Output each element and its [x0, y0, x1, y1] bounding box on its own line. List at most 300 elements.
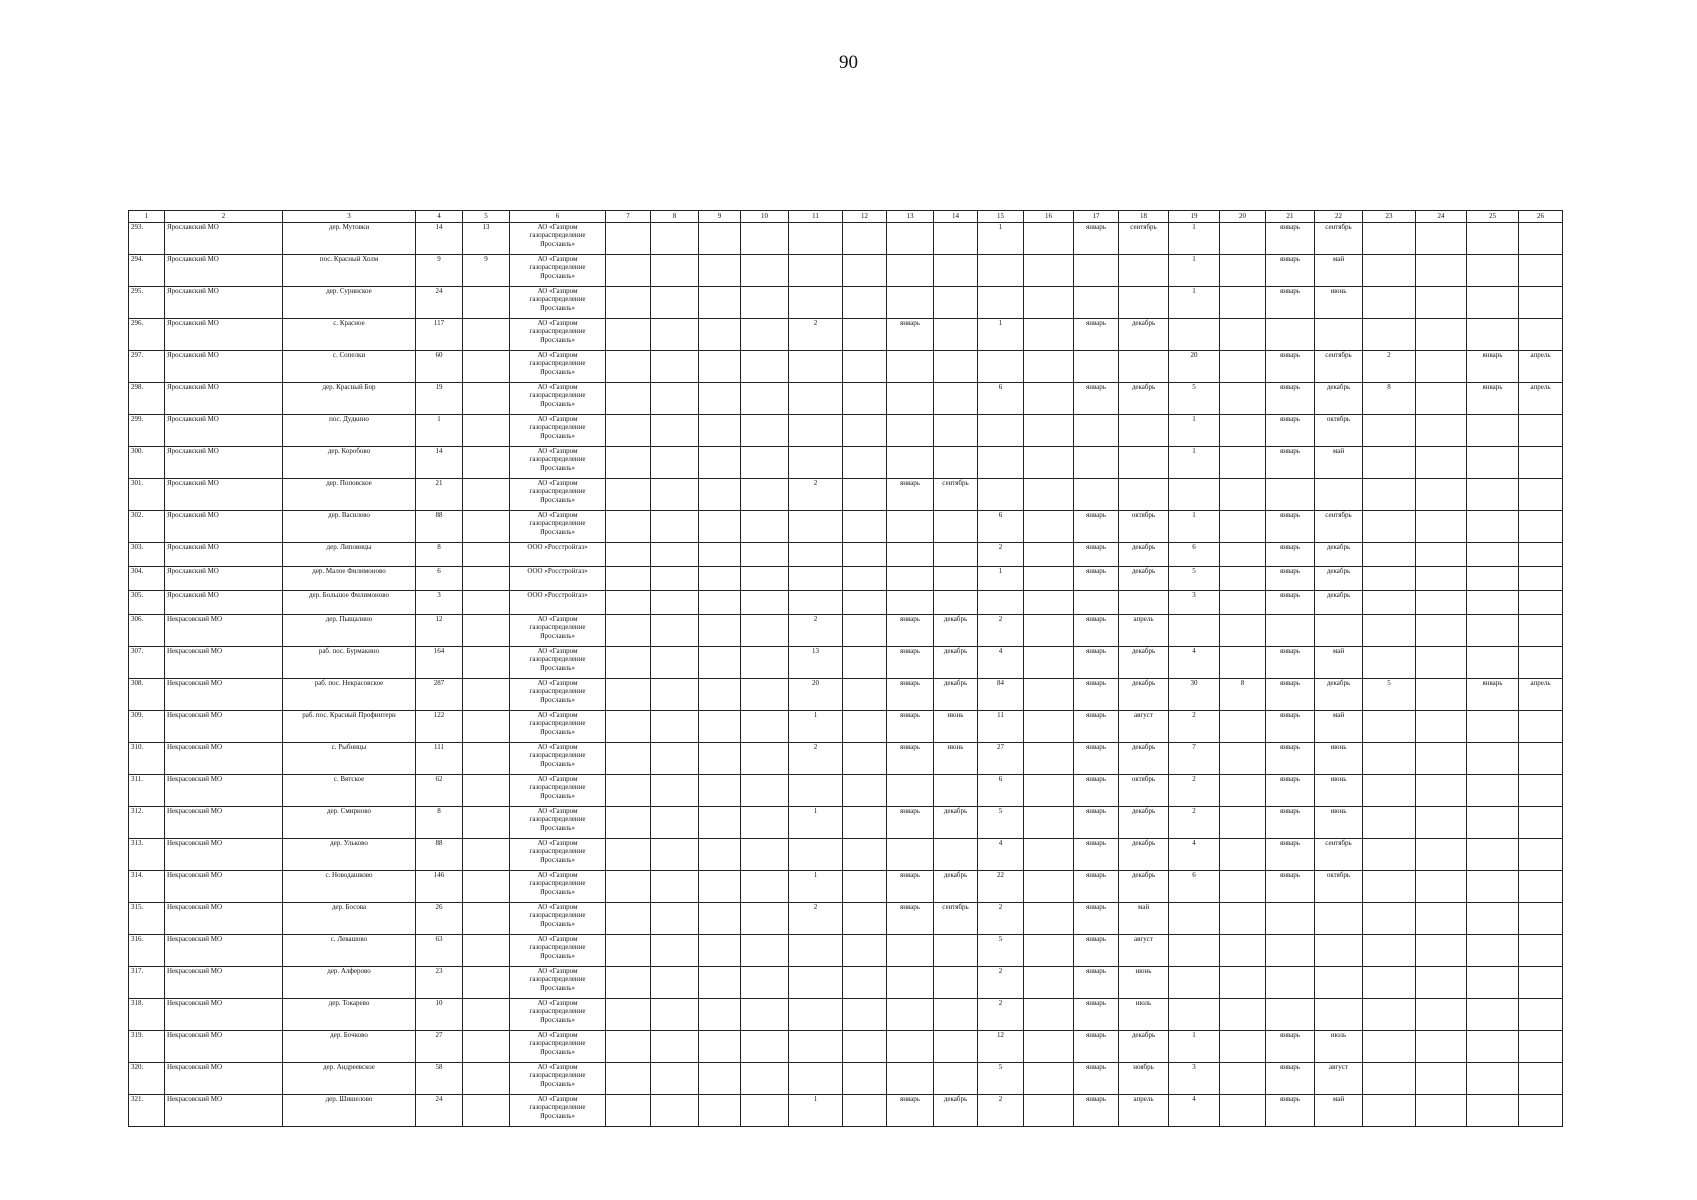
cell-col-24 — [1416, 383, 1467, 415]
cell-col-6: ООО «Росстройгаз» — [510, 591, 606, 615]
cell-col-26 — [1519, 743, 1563, 775]
cell-col-16 — [1024, 647, 1074, 679]
cell-col-10 — [741, 711, 789, 743]
cell-col-20 — [1220, 351, 1266, 383]
cell-col-19: 4 — [1169, 839, 1220, 871]
cell-col-7 — [606, 615, 651, 647]
cell-col-15 — [978, 255, 1024, 287]
cell-col-10 — [741, 1095, 789, 1127]
cell-col-18 — [1119, 287, 1169, 319]
cell-col-8 — [651, 839, 699, 871]
cell-col-18: декабрь — [1119, 839, 1169, 871]
cell-col-23 — [1363, 1095, 1416, 1127]
cell-col-7 — [606, 383, 651, 415]
cell-col-21: январь — [1266, 543, 1315, 567]
cell-col-20 — [1220, 591, 1266, 615]
table-row — [129, 511, 1563, 543]
cell-col-15 — [978, 415, 1024, 447]
table-row — [129, 807, 1563, 839]
column-number-11: 11 — [789, 211, 843, 223]
cell-col-2: Ярославский МО — [165, 255, 283, 287]
cell-col-25 — [1467, 647, 1519, 679]
cell-col-6: АО «Газпром газораспределение Ярославль» — [510, 383, 606, 415]
cell-col-7 — [606, 871, 651, 903]
cell-col-4: 146 — [416, 871, 463, 903]
cell-col-11 — [789, 935, 843, 967]
cell-col-23 — [1363, 591, 1416, 615]
cell-col-8 — [651, 1031, 699, 1063]
cell-col-1: 309. — [129, 711, 165, 743]
cell-col-15: 11 — [978, 711, 1024, 743]
cell-col-14: декабрь — [934, 679, 978, 711]
cell-col-25 — [1467, 479, 1519, 511]
cell-col-2: Ярославский МО — [165, 447, 283, 479]
cell-col-12 — [843, 775, 887, 807]
cell-col-24 — [1416, 567, 1467, 591]
cell-col-1: 319. — [129, 1031, 165, 1063]
cell-col-15: 1 — [978, 223, 1024, 255]
cell-col-22: июнь — [1315, 743, 1363, 775]
cell-col-17: январь — [1074, 383, 1119, 415]
cell-col-25 — [1467, 967, 1519, 999]
cell-col-17: январь — [1074, 567, 1119, 591]
cell-col-10 — [741, 807, 789, 839]
cell-col-10 — [741, 223, 789, 255]
cell-col-11 — [789, 999, 843, 1031]
cell-col-19: 2 — [1169, 711, 1220, 743]
cell-col-17: январь — [1074, 223, 1119, 255]
cell-col-19: 1 — [1169, 287, 1220, 319]
cell-col-11 — [789, 255, 843, 287]
cell-col-21: январь — [1266, 807, 1315, 839]
cell-col-25 — [1467, 511, 1519, 543]
cell-col-26 — [1519, 255, 1563, 287]
table-row — [129, 647, 1563, 679]
cell-col-19: 4 — [1169, 647, 1220, 679]
cell-col-7 — [606, 543, 651, 567]
cell-col-22: июнь — [1315, 287, 1363, 319]
cell-col-12 — [843, 967, 887, 999]
table-row — [129, 415, 1563, 447]
column-number-24: 24 — [1416, 211, 1467, 223]
cell-col-22: сентябрь — [1315, 839, 1363, 871]
cell-col-15: 6 — [978, 383, 1024, 415]
cell-col-22: май — [1315, 255, 1363, 287]
cell-col-12 — [843, 999, 887, 1031]
cell-col-9 — [699, 807, 741, 839]
cell-col-21: январь — [1266, 871, 1315, 903]
cell-col-14 — [934, 383, 978, 415]
cell-col-12 — [843, 415, 887, 447]
cell-col-2: Некрасовский МО — [165, 679, 283, 711]
cell-col-19: 4 — [1169, 1095, 1220, 1127]
cell-col-16 — [1024, 871, 1074, 903]
cell-col-13 — [887, 447, 934, 479]
cell-col-11 — [789, 1063, 843, 1095]
cell-col-9 — [699, 967, 741, 999]
cell-col-5 — [463, 903, 510, 935]
cell-col-19: 1 — [1169, 511, 1220, 543]
column-number-18: 18 — [1119, 211, 1169, 223]
column-number-3: 3 — [283, 211, 416, 223]
cell-col-1: 308. — [129, 679, 165, 711]
cell-col-2: Некрасовский МО — [165, 647, 283, 679]
cell-col-24 — [1416, 903, 1467, 935]
cell-col-5 — [463, 807, 510, 839]
cell-col-8 — [651, 591, 699, 615]
cell-col-16 — [1024, 743, 1074, 775]
cell-col-20 — [1220, 711, 1266, 743]
cell-col-1: 312. — [129, 807, 165, 839]
cell-col-18: декабрь — [1119, 743, 1169, 775]
cell-col-5 — [463, 543, 510, 567]
column-number-14: 14 — [934, 211, 978, 223]
cell-col-24 — [1416, 591, 1467, 615]
cell-col-1: 315. — [129, 903, 165, 935]
cell-col-8 — [651, 807, 699, 839]
cell-col-18 — [1119, 447, 1169, 479]
cell-col-5 — [463, 1063, 510, 1095]
cell-col-24 — [1416, 935, 1467, 967]
cell-col-5 — [463, 511, 510, 543]
cell-col-10 — [741, 1063, 789, 1095]
column-number-22: 22 — [1315, 211, 1363, 223]
cell-col-13: январь — [887, 479, 934, 511]
cell-col-8 — [651, 351, 699, 383]
cell-col-4: 1 — [416, 415, 463, 447]
table-row — [129, 1063, 1563, 1095]
cell-col-20 — [1220, 479, 1266, 511]
column-number-9: 9 — [699, 211, 741, 223]
column-number-17: 17 — [1074, 211, 1119, 223]
cell-col-8 — [651, 871, 699, 903]
cell-col-21: январь — [1266, 447, 1315, 479]
cell-col-6: АО «Газпром газораспределение Ярославль» — [510, 647, 606, 679]
cell-col-7 — [606, 967, 651, 999]
cell-col-26 — [1519, 615, 1563, 647]
cell-col-14 — [934, 567, 978, 591]
cell-col-21 — [1266, 903, 1315, 935]
cell-col-8 — [651, 287, 699, 319]
cell-col-6: АО «Газпром газораспределение Ярославль» — [510, 775, 606, 807]
cell-col-2: Ярославский МО — [165, 319, 283, 351]
cell-col-18: декабрь — [1119, 1031, 1169, 1063]
cell-col-11 — [789, 591, 843, 615]
cell-col-4: 164 — [416, 647, 463, 679]
cell-col-26 — [1519, 543, 1563, 567]
cell-col-10 — [741, 903, 789, 935]
cell-col-8 — [651, 383, 699, 415]
cell-col-14: сентябрь — [934, 479, 978, 511]
cell-col-26 — [1519, 711, 1563, 743]
cell-col-11 — [789, 351, 843, 383]
cell-col-13 — [887, 567, 934, 591]
cell-col-2: Ярославский МО — [165, 287, 283, 319]
cell-col-20 — [1220, 647, 1266, 679]
cell-col-24 — [1416, 807, 1467, 839]
cell-col-8 — [651, 967, 699, 999]
cell-col-21: январь — [1266, 383, 1315, 415]
cell-col-19: 6 — [1169, 543, 1220, 567]
cell-col-9 — [699, 351, 741, 383]
cell-col-9 — [699, 591, 741, 615]
cell-col-21: январь — [1266, 223, 1315, 255]
cell-col-1: 320. — [129, 1063, 165, 1095]
cell-col-17: январь — [1074, 543, 1119, 567]
cell-col-1: 294. — [129, 255, 165, 287]
cell-col-2: Некрасовский МО — [165, 615, 283, 647]
cell-col-9 — [699, 255, 741, 287]
cell-col-3: дер. Бочково — [283, 1031, 416, 1063]
cell-col-26 — [1519, 999, 1563, 1031]
cell-col-1: 310. — [129, 743, 165, 775]
cell-col-26 — [1519, 871, 1563, 903]
cell-col-20 — [1220, 1095, 1266, 1127]
cell-col-9 — [699, 903, 741, 935]
cell-col-8 — [651, 679, 699, 711]
cell-col-17: январь — [1074, 319, 1119, 351]
cell-col-1: 295. — [129, 287, 165, 319]
cell-col-25 — [1467, 807, 1519, 839]
cell-col-2: Ярославский МО — [165, 415, 283, 447]
cell-col-24 — [1416, 255, 1467, 287]
gasification-table — [128, 210, 1563, 1127]
cell-col-12 — [843, 647, 887, 679]
cell-col-11: 2 — [789, 743, 843, 775]
cell-col-22: сентябрь — [1315, 511, 1363, 543]
cell-col-16 — [1024, 679, 1074, 711]
cell-col-12 — [843, 479, 887, 511]
cell-col-22: октябрь — [1315, 415, 1363, 447]
cell-col-4: 14 — [416, 223, 463, 255]
cell-col-23 — [1363, 511, 1416, 543]
cell-col-25 — [1467, 999, 1519, 1031]
cell-col-10 — [741, 967, 789, 999]
cell-col-9 — [699, 415, 741, 447]
cell-col-10 — [741, 591, 789, 615]
cell-col-7 — [606, 255, 651, 287]
cell-col-22: май — [1315, 447, 1363, 479]
cell-col-17: январь — [1074, 615, 1119, 647]
cell-col-9 — [699, 615, 741, 647]
cell-col-25 — [1467, 1095, 1519, 1127]
cell-col-11 — [789, 1031, 843, 1063]
cell-col-14 — [934, 1063, 978, 1095]
cell-col-12 — [843, 1095, 887, 1127]
cell-col-11: 2 — [789, 903, 843, 935]
cell-col-19 — [1169, 935, 1220, 967]
cell-col-17: январь — [1074, 511, 1119, 543]
cell-col-23 — [1363, 775, 1416, 807]
cell-col-10 — [741, 1031, 789, 1063]
table-row — [129, 999, 1563, 1031]
cell-col-20 — [1220, 447, 1266, 479]
cell-col-25 — [1467, 1031, 1519, 1063]
cell-col-11 — [789, 967, 843, 999]
cell-col-19 — [1169, 319, 1220, 351]
cell-col-13 — [887, 967, 934, 999]
cell-col-7 — [606, 1031, 651, 1063]
cell-col-2: Некрасовский МО — [165, 807, 283, 839]
cell-col-8 — [651, 743, 699, 775]
cell-col-25: январь — [1467, 383, 1519, 415]
cell-col-18: декабрь — [1119, 383, 1169, 415]
cell-col-6: АО «Газпром газораспределение Ярославль» — [510, 511, 606, 543]
table-row — [129, 287, 1563, 319]
cell-col-3: пос. Дудкино — [283, 415, 416, 447]
cell-col-26 — [1519, 479, 1563, 511]
cell-col-20 — [1220, 415, 1266, 447]
cell-col-4: 58 — [416, 1063, 463, 1095]
cell-col-11: 2 — [789, 615, 843, 647]
cell-col-11: 1 — [789, 711, 843, 743]
cell-col-16 — [1024, 255, 1074, 287]
table-row — [129, 567, 1563, 591]
table-row — [129, 319, 1563, 351]
cell-col-5 — [463, 415, 510, 447]
table-row — [129, 223, 1563, 255]
cell-col-8 — [651, 711, 699, 743]
cell-col-14 — [934, 543, 978, 567]
cell-col-15 — [978, 447, 1024, 479]
cell-col-25 — [1467, 743, 1519, 775]
cell-col-18 — [1119, 351, 1169, 383]
page-number: 90 — [839, 52, 858, 73]
cell-col-18: декабрь — [1119, 567, 1169, 591]
cell-col-22: декабрь — [1315, 543, 1363, 567]
cell-col-7 — [606, 1095, 651, 1127]
cell-col-18 — [1119, 255, 1169, 287]
cell-col-16 — [1024, 1031, 1074, 1063]
cell-col-21 — [1266, 319, 1315, 351]
cell-col-13 — [887, 511, 934, 543]
cell-col-9 — [699, 479, 741, 511]
cell-col-25 — [1467, 287, 1519, 319]
cell-col-22: сентябрь — [1315, 223, 1363, 255]
cell-col-7 — [606, 567, 651, 591]
cell-col-25: январь — [1467, 351, 1519, 383]
cell-col-7 — [606, 287, 651, 319]
cell-col-3: с. Рыбницы — [283, 743, 416, 775]
cell-col-21: январь — [1266, 1063, 1315, 1095]
cell-col-4: 24 — [416, 287, 463, 319]
cell-col-8 — [651, 615, 699, 647]
cell-col-15: 12 — [978, 1031, 1024, 1063]
cell-col-3: дер. Токарево — [283, 999, 416, 1031]
cell-col-17: январь — [1074, 807, 1119, 839]
cell-col-15: 2 — [978, 967, 1024, 999]
cell-col-12 — [843, 679, 887, 711]
cell-col-10 — [741, 287, 789, 319]
cell-col-21: январь — [1266, 647, 1315, 679]
cell-col-3: дер. Алферово — [283, 967, 416, 999]
cell-col-21: январь — [1266, 567, 1315, 591]
cell-col-5 — [463, 479, 510, 511]
cell-col-6: АО «Газпром газораспределение Ярославль» — [510, 1063, 606, 1095]
cell-col-12 — [843, 255, 887, 287]
cell-col-10 — [741, 615, 789, 647]
cell-col-13: январь — [887, 1095, 934, 1127]
cell-col-17: январь — [1074, 871, 1119, 903]
cell-col-21 — [1266, 479, 1315, 511]
cell-col-12 — [843, 223, 887, 255]
cell-col-18: апрель — [1119, 615, 1169, 647]
cell-col-11 — [789, 567, 843, 591]
cell-col-4: 12 — [416, 615, 463, 647]
cell-col-13: январь — [887, 903, 934, 935]
cell-col-21: январь — [1266, 1095, 1315, 1127]
cell-col-10 — [741, 743, 789, 775]
cell-col-24 — [1416, 647, 1467, 679]
cell-col-24 — [1416, 447, 1467, 479]
cell-col-3: с. Сопелки — [283, 351, 416, 383]
cell-col-20 — [1220, 543, 1266, 567]
cell-col-17 — [1074, 351, 1119, 383]
cell-col-10 — [741, 447, 789, 479]
cell-col-6: АО «Газпром газораспределение Ярославль» — [510, 679, 606, 711]
cell-col-5 — [463, 351, 510, 383]
cell-col-3: дер. Поповское — [283, 479, 416, 511]
table-row — [129, 1095, 1563, 1127]
cell-col-10 — [741, 415, 789, 447]
cell-col-15 — [978, 351, 1024, 383]
cell-col-13 — [887, 839, 934, 871]
cell-col-23 — [1363, 567, 1416, 591]
cell-col-14: декабрь — [934, 615, 978, 647]
cell-col-3: с. Новодашково — [283, 871, 416, 903]
cell-col-19: 5 — [1169, 567, 1220, 591]
table-row — [129, 967, 1563, 999]
table-row — [129, 447, 1563, 479]
cell-col-18: декабрь — [1119, 679, 1169, 711]
table-row — [129, 255, 1563, 287]
cell-col-16 — [1024, 903, 1074, 935]
cell-col-14: июнь — [934, 711, 978, 743]
cell-col-7 — [606, 743, 651, 775]
table-row — [129, 903, 1563, 935]
cell-col-9 — [699, 287, 741, 319]
cell-col-5 — [463, 999, 510, 1031]
cell-col-20 — [1220, 567, 1266, 591]
cell-col-6: АО «Газпром газораспределение Ярославль» — [510, 447, 606, 479]
cell-col-18: сентябрь — [1119, 223, 1169, 255]
cell-col-6: АО «Газпром газораспределение Ярославль» — [510, 903, 606, 935]
column-number-8: 8 — [651, 211, 699, 223]
cell-col-21: январь — [1266, 711, 1315, 743]
cell-col-17: январь — [1074, 743, 1119, 775]
cell-col-14: декабрь — [934, 871, 978, 903]
cell-col-7 — [606, 591, 651, 615]
cell-col-16 — [1024, 775, 1074, 807]
cell-col-11: 1 — [789, 1095, 843, 1127]
cell-col-19: 5 — [1169, 383, 1220, 415]
cell-col-13 — [887, 383, 934, 415]
cell-col-10 — [741, 543, 789, 567]
cell-col-6: АО «Газпром газораспределение Ярославль» — [510, 999, 606, 1031]
cell-col-26 — [1519, 1031, 1563, 1063]
cell-col-9 — [699, 383, 741, 415]
cell-col-16 — [1024, 1063, 1074, 1095]
cell-col-23 — [1363, 479, 1416, 511]
cell-col-23 — [1363, 615, 1416, 647]
cell-col-14 — [934, 591, 978, 615]
cell-col-25 — [1467, 415, 1519, 447]
cell-col-10 — [741, 679, 789, 711]
cell-col-26 — [1519, 567, 1563, 591]
cell-col-5 — [463, 839, 510, 871]
cell-col-3: раб. пос. Некрасовское — [283, 679, 416, 711]
cell-col-9 — [699, 647, 741, 679]
